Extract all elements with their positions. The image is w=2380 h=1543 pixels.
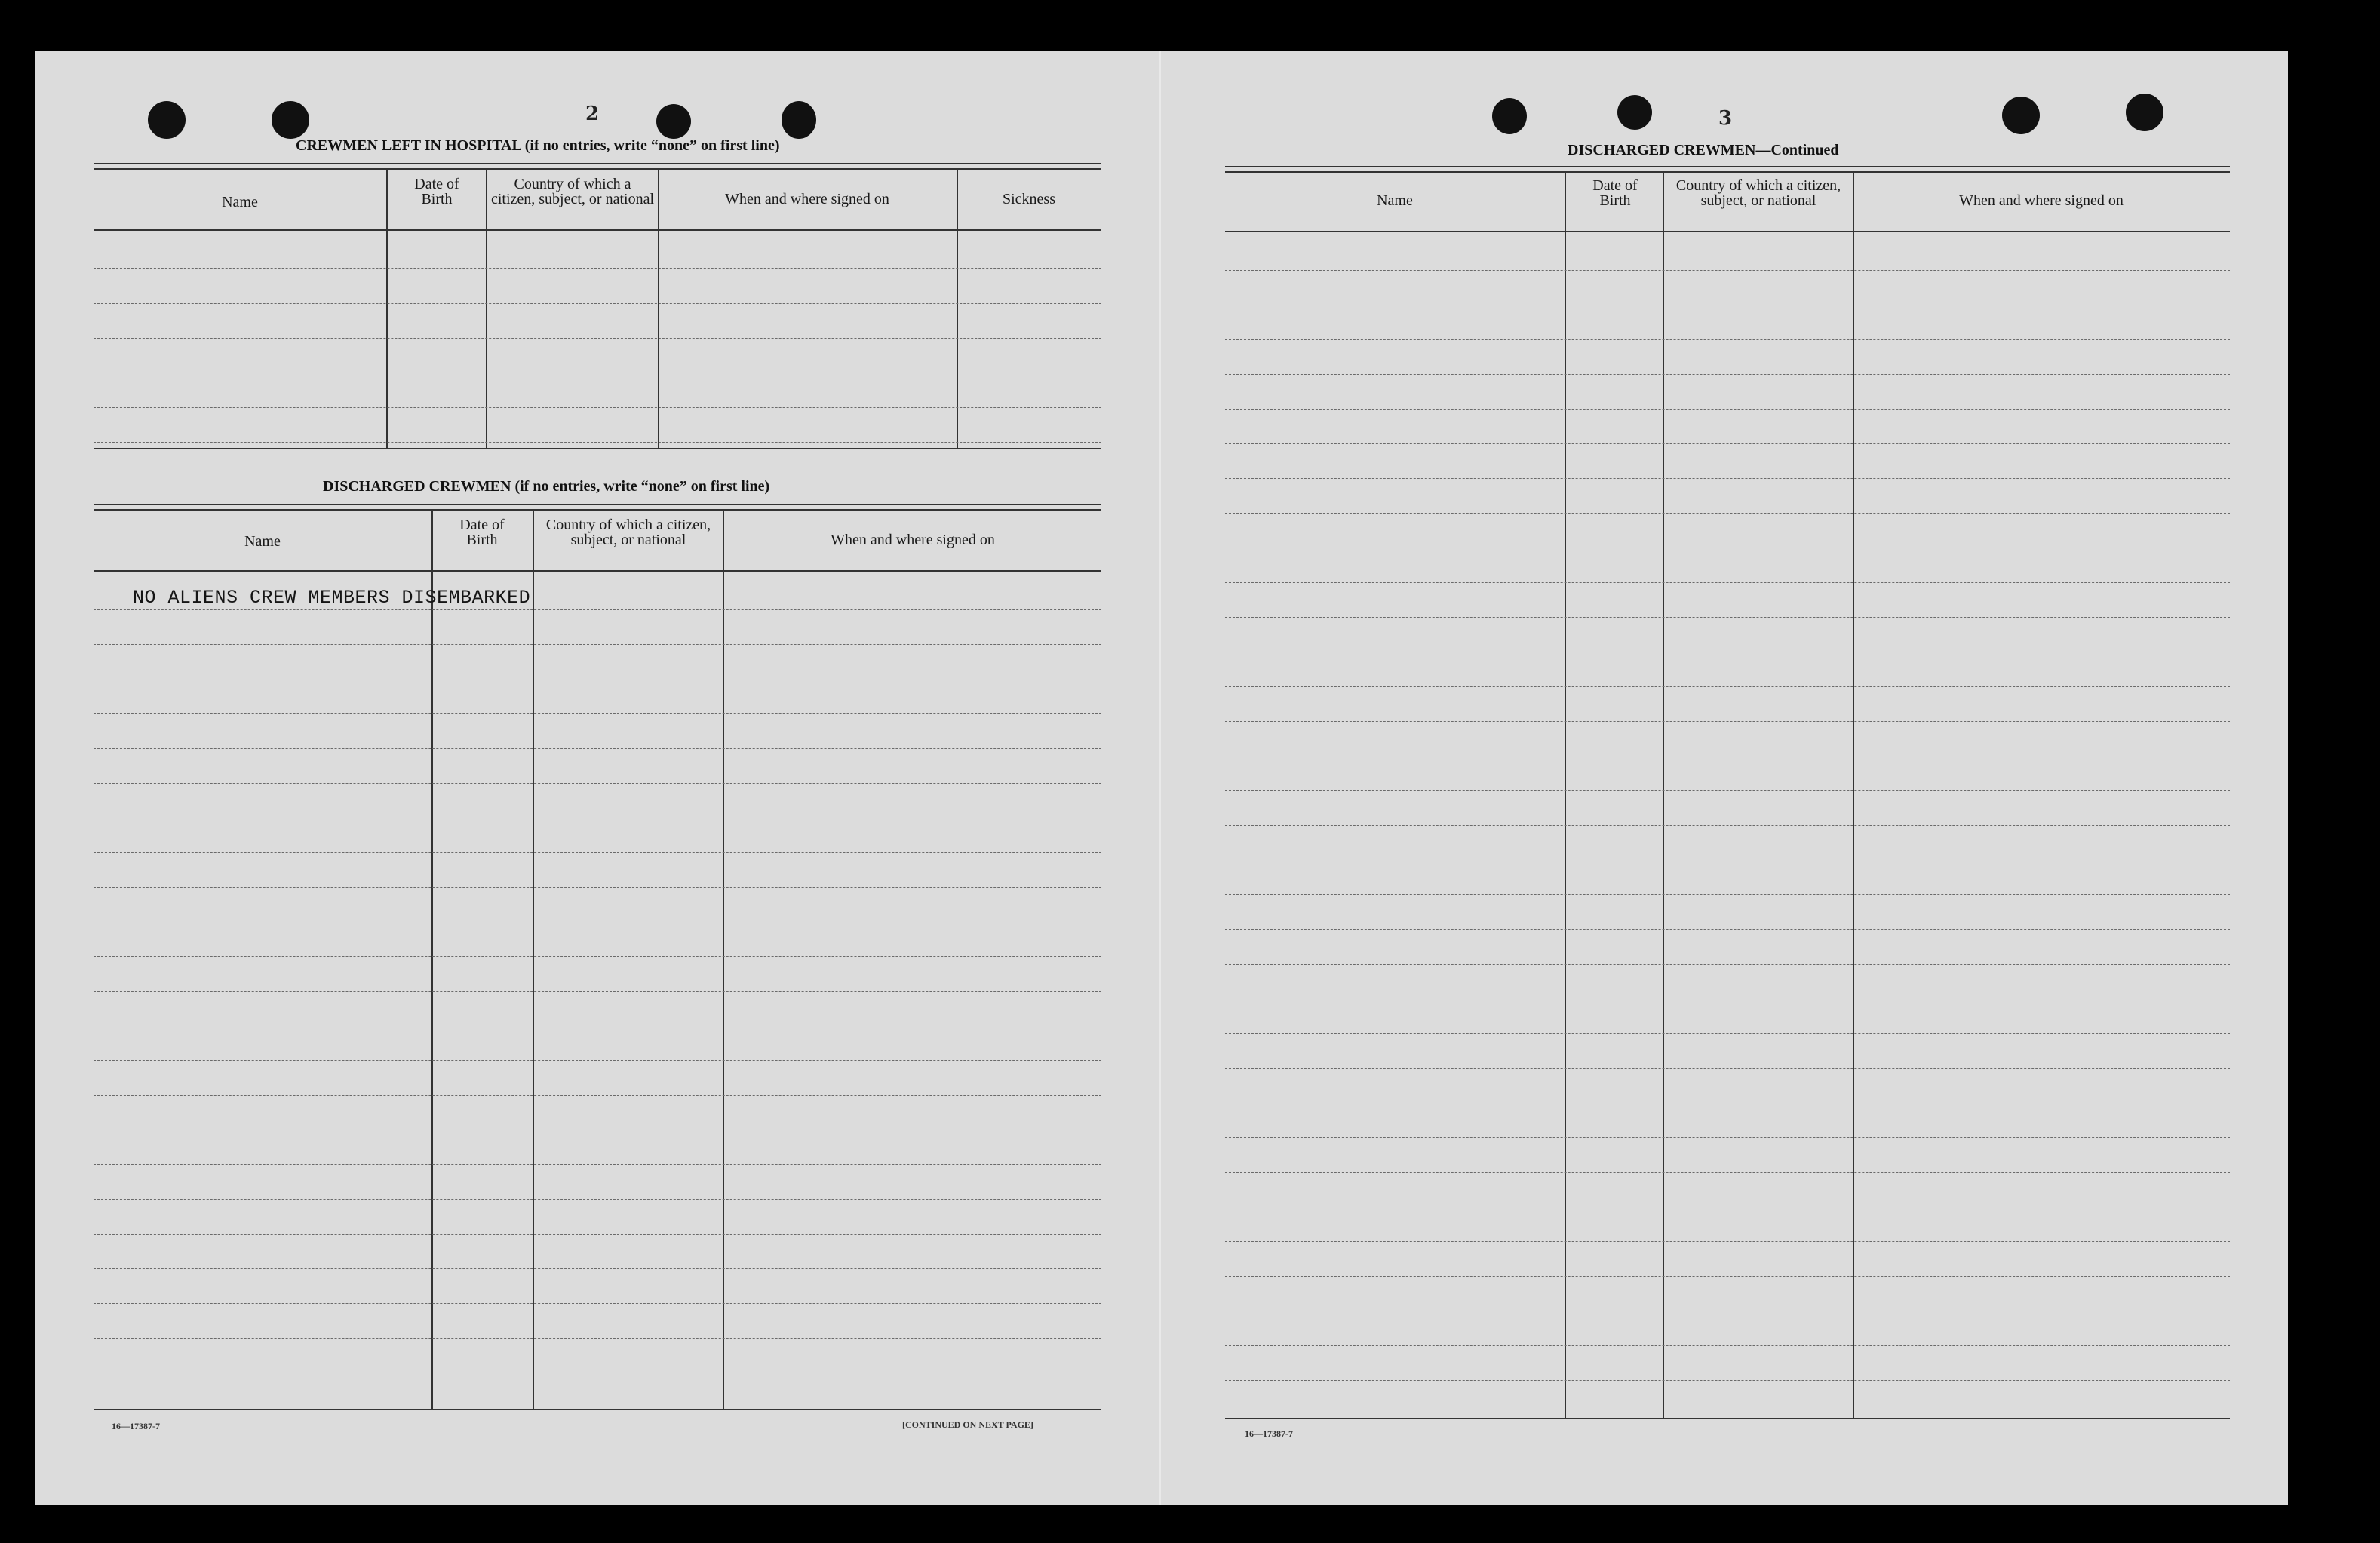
right-col-country-header: Country of which a citizen, subject, or national — [1675, 177, 1841, 209]
ruled-line — [1225, 1068, 2230, 1069]
discharged-col-signed-header: When and where signed on — [831, 532, 995, 548]
hospital-col-divider — [486, 169, 487, 448]
ruled-line — [1225, 270, 2230, 271]
ruled-line — [94, 1060, 1101, 1061]
ruled-line — [94, 748, 1101, 749]
hospital-col-divider — [658, 169, 659, 448]
ruled-line — [94, 407, 1101, 408]
right-header-rule — [1225, 231, 2230, 232]
ruled-line — [1225, 582, 2230, 583]
punch-hole — [1617, 95, 1652, 130]
discharged-bottom-rule — [94, 1409, 1101, 1410]
discharged-continued-title: DISCHARGED CREWMEN—Continued — [1568, 142, 1839, 158]
ruled-line — [94, 1234, 1101, 1235]
ruled-line — [94, 303, 1101, 304]
page-number-right: 3 — [1718, 107, 1733, 130]
ruled-line — [1225, 964, 2230, 965]
discharged-col-name-header: Name — [244, 533, 281, 550]
hospital-table-top-rule — [94, 163, 1101, 170]
right-col-divider — [1565, 172, 1566, 1418]
form-number-left: 16—17387-7 — [112, 1421, 160, 1431]
ruled-line — [1225, 825, 2230, 826]
ruled-line — [94, 1268, 1101, 1269]
ruled-line — [1225, 374, 2230, 375]
ruled-line — [1225, 721, 2230, 722]
ruled-line — [94, 1338, 1101, 1339]
ruled-line — [1225, 339, 2230, 340]
ruled-line — [1225, 1276, 2230, 1277]
punch-hole — [272, 101, 309, 139]
punch-hole — [148, 101, 186, 139]
form-number-right: 16—17387-7 — [1245, 1428, 1293, 1439]
ruled-line — [1225, 409, 2230, 410]
discharged-col-dob-header: Date of Birth — [459, 517, 505, 548]
ruled-line — [1225, 443, 2230, 444]
page-number-left: 2 — [585, 103, 600, 125]
hospital-bottom-rule — [94, 448, 1101, 449]
page-fold — [1159, 51, 1161, 1505]
hospital-col-dob-header: Date of Birth — [414, 176, 459, 207]
ruled-line — [94, 1164, 1101, 1165]
right-col-signed-header: When and where signed on — [1959, 192, 2124, 209]
ruled-line — [1225, 894, 2230, 895]
discharged-section-title: DISCHARGED CREWMEN (if no entries, write “none” on first line) — [323, 478, 770, 495]
discharged-header-rule — [94, 570, 1101, 572]
ruled-line — [94, 783, 1101, 784]
ruled-line — [1225, 1345, 2230, 1346]
ruled-line — [94, 887, 1101, 888]
right-table-top-rule — [1225, 166, 2230, 173]
ruled-line — [94, 852, 1101, 853]
continued-note: [CONTINUED ON NEXT PAGE] — [902, 1419, 1033, 1430]
ruled-line — [94, 956, 1101, 957]
ruled-line — [94, 338, 1101, 339]
ruled-line — [94, 1303, 1101, 1304]
hospital-section-title: CREWMEN LEFT IN HOSPITAL (if no entries, write “none” on first line) — [296, 137, 780, 154]
ruled-line — [1225, 1033, 2230, 1034]
right-col-name-header: Name — [1377, 192, 1413, 209]
discharged-col-country-header: Country of which a citizen, subject, or national — [545, 517, 711, 548]
right-col-divider — [1663, 172, 1664, 1418]
typed-entry: NO ALIENS CREW MEMBERS DISEMBARKED — [133, 587, 531, 609]
punch-hole — [2002, 97, 2040, 134]
ruled-line — [1225, 1380, 2230, 1381]
ruled-line — [1225, 513, 2230, 514]
right-col-divider — [1853, 172, 1854, 1418]
ruled-line — [1225, 478, 2230, 479]
ruled-line — [94, 442, 1101, 443]
discharged-table-top-rule — [94, 504, 1101, 511]
ruled-line — [1225, 686, 2230, 687]
hospital-col-country-header: Country of which a citizen, subject, or national — [490, 176, 655, 207]
ruled-line — [94, 268, 1101, 269]
punch-hole — [2126, 94, 2163, 131]
ruled-line — [94, 609, 1101, 610]
ruled-line — [1225, 1241, 2230, 1242]
ruled-line — [1225, 790, 2230, 791]
ruled-line — [94, 713, 1101, 714]
punch-hole — [656, 104, 691, 139]
hospital-header-rule — [94, 229, 1101, 231]
ruled-line — [1225, 1137, 2230, 1138]
ruled-line — [1225, 929, 2230, 930]
right-col-dob-header: Date of Birth — [1592, 177, 1638, 209]
ruled-line — [94, 991, 1101, 992]
hospital-col-divider — [386, 169, 388, 448]
ruled-line — [1225, 617, 2230, 618]
ruled-line — [94, 1095, 1101, 1096]
ruled-line — [94, 1199, 1101, 1200]
right-bottom-rule — [1225, 1418, 2230, 1419]
punch-hole — [1492, 98, 1527, 134]
hospital-col-divider — [957, 169, 958, 448]
punch-hole — [782, 101, 816, 139]
hospital-col-sickness-header: Sickness — [1003, 191, 1055, 207]
hospital-col-signed-header: When and where signed on — [725, 191, 889, 207]
ruled-line — [1225, 1172, 2230, 1173]
ruled-line — [94, 644, 1101, 645]
hospital-col-name-header: Name — [222, 194, 258, 210]
